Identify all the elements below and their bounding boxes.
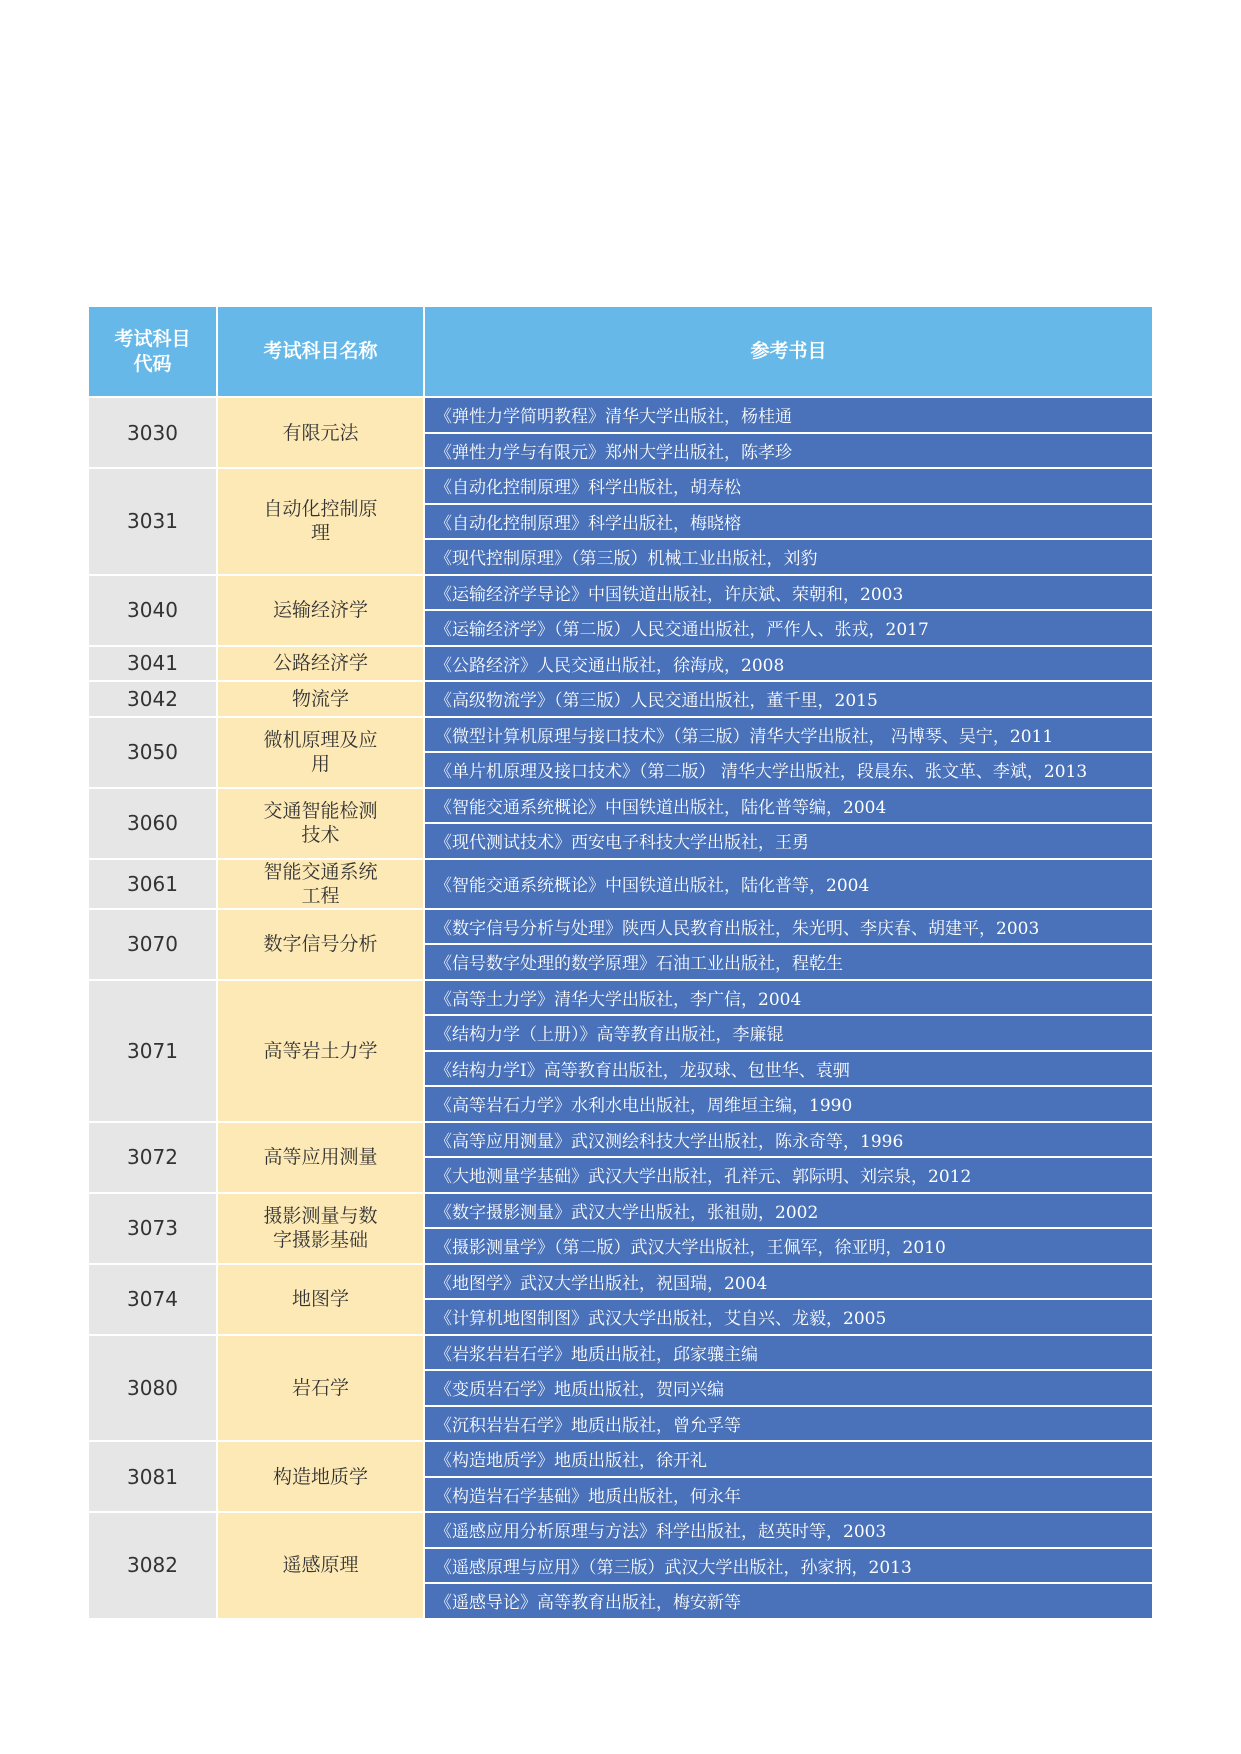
- table-row: [89, 908, 1152, 944]
- subject-name-text: 地图学: [291, 1288, 349, 1310]
- table-row: [89, 1121, 1152, 1157]
- subject-code: 3061: [89, 858, 218, 908]
- reference-book: 《高级物流学》（第三版）人民交通出版社，董千里，2015: [425, 680, 1152, 716]
- table-header-row: [89, 307, 1152, 396]
- header-subject-name: 考试科目名称: [218, 307, 425, 396]
- table-body: [89, 396, 1152, 1618]
- subject-name: [218, 680, 425, 716]
- subject-name-text: 摄影测量与数字摄影基础: [263, 1205, 378, 1251]
- subject-code: 3030: [89, 396, 218, 467]
- subject-name: [218, 467, 425, 574]
- subject-name-text: 遥感原理: [282, 1554, 359, 1577]
- reference-book: 《自动化控制原理》科学出版社，梅晓榕: [425, 503, 1152, 539]
- subject-name: [218, 396, 425, 467]
- table-row: [89, 979, 1152, 1015]
- header-subject-code: 考试科目代码: [89, 307, 218, 396]
- subject-code: 3050: [89, 716, 218, 787]
- reference-book: 《高等应用测量》武汉测绘科技大学出版社，陈永奇等，1996: [425, 1121, 1152, 1157]
- table-row: [89, 1440, 1152, 1476]
- subject-code: 3070: [89, 908, 218, 979]
- reference-book: 《遥感原理与应用》（第三版）武汉大学出版社，孙家抦，2013: [425, 1547, 1152, 1583]
- subject-code: 3031: [89, 467, 218, 574]
- reference-book: 《遥感导论》高等教育出版社，梅安新等: [425, 1582, 1152, 1618]
- reference-book: 《大地测量学基础》武汉大学出版社，孔祥元、郭际明、刘宗泉，2012: [425, 1156, 1152, 1192]
- subject-name: [218, 716, 425, 787]
- reference-book: 《计算机地图制图》武汉大学出版社，艾自兴、龙毅，2005: [425, 1298, 1152, 1334]
- reference-book: 《智能交通系统概论》中国铁道出版社，陆化普等，2004: [425, 858, 1152, 908]
- reference-book: 《弹性力学简明教程》清华大学出版社，杨桂通: [425, 396, 1152, 432]
- reference-book: 《岩浆岩岩石学》地质出版社，邱家骧主编: [425, 1334, 1152, 1370]
- reference-book: 《智能交通系统概论》中国铁道出版社，陆化普等编，2004: [425, 787, 1152, 823]
- subject-code: 3040: [89, 574, 218, 645]
- subject-name: [218, 574, 425, 645]
- table-row: [89, 1511, 1152, 1547]
- reference-book: 《变质岩石学》地质出版社，贺同兴编: [425, 1369, 1152, 1405]
- reference-book: 《地图学》武汉大学出版社，祝国瑞，2004: [425, 1263, 1152, 1299]
- table-row: [89, 716, 1152, 752]
- subject-name-text: 自动化控制原理: [263, 498, 378, 545]
- subject-name-text: 高等应用测量: [263, 1146, 378, 1168]
- reference-book: 《构造岩石学基础》地质出版社，何永年: [425, 1476, 1152, 1512]
- subject-name-text: 交通智能检测技术: [263, 800, 378, 846]
- subject-name: [218, 1440, 425, 1511]
- reference-book: 《现代测试技术》西安电子科技大学出版社，王勇: [425, 822, 1152, 858]
- table-row: [89, 645, 1152, 681]
- subject-code: 3080: [89, 1334, 218, 1441]
- reference-book-table: [89, 307, 1152, 1618]
- reference-book: 《构造地质学》地质出版社，徐开礼: [425, 1440, 1152, 1476]
- reference-book: 《自动化控制原理》科学出版社，胡寿松: [425, 467, 1152, 503]
- reference-book: 《结构力学Ⅰ》高等教育出版社，龙驭球、包世华、袁驷: [425, 1050, 1152, 1086]
- subject-name: [218, 645, 425, 681]
- subject-name-text: 物流学: [291, 687, 349, 710]
- reference-book: 《高等土力学》清华大学出版社，李广信，2004: [425, 979, 1152, 1015]
- subject-code: 3082: [89, 1511, 218, 1618]
- subject-name-text: 数字信号分析: [263, 933, 378, 955]
- subject-code: 3081: [89, 1440, 218, 1511]
- reference-book: 《遥感应用分析原理与方法》科学出版社，赵英时等，2003: [425, 1511, 1152, 1547]
- subject-name: [218, 1334, 425, 1441]
- subject-code: 3073: [89, 1192, 218, 1263]
- subject-name-text: 有限元法: [282, 421, 359, 444]
- subject-name: [218, 858, 425, 908]
- subject-name: [218, 979, 425, 1121]
- subject-name-text: 公路经济学: [272, 652, 368, 675]
- reference-book: 《公路经济》人民交通出版社，徐海成，2008: [425, 645, 1152, 681]
- table-row: [89, 1263, 1152, 1299]
- reference-book: 《现代控制原理》（第三版）机械工业出版社，刘豹: [425, 538, 1152, 574]
- reference-book: 《微型计算机原理与接口技术》（第三版）清华大学出版社， 冯博琴、吴宁，2011: [425, 716, 1152, 752]
- subject-name-text: 高等岩土力学: [263, 1039, 378, 1062]
- reference-book: 《结构力学（上册）》高等教育出版社，李廉锟: [425, 1014, 1152, 1050]
- header-reference-books: 参考书目: [425, 307, 1152, 396]
- reference-book: 《数字摄影测量》武汉大学出版社，张祖勋，2002: [425, 1192, 1152, 1228]
- reference-book: 《数字信号分析与处理》陕西人民教育出版社，朱光明、李庆春、胡建平，2003: [425, 908, 1152, 944]
- subject-name-text: 运输经济学: [272, 599, 368, 621]
- subject-code: 3071: [89, 979, 218, 1121]
- subject-name-text: 智能交通系统工程: [263, 860, 378, 907]
- subject-name: [218, 787, 425, 858]
- reference-book: 《信号数字处理的数学原理》石油工业出版社，程乾生: [425, 943, 1152, 979]
- reference-book: 《摄影测量学》（第二版）武汉大学出版社，王佩军，徐亚明，2010: [425, 1227, 1152, 1263]
- subject-name-text: 岩石学: [291, 1376, 349, 1399]
- table-row: [89, 396, 1152, 432]
- subject-name: [218, 908, 425, 979]
- subject-name: [218, 1121, 425, 1192]
- reference-book: 《运输经济学》（第二版）人民交通出版社，严作人、张戎，2017: [425, 609, 1152, 645]
- table-row: [89, 1334, 1152, 1370]
- table-row: [89, 467, 1152, 503]
- subject-code: 3074: [89, 1263, 218, 1334]
- reference-book: 《沉积岩岩石学》地质出版社，曾允孚等: [425, 1405, 1152, 1441]
- reference-book: 《运输经济学导论》中国铁道出版社，许庆斌、荣朝和，2003: [425, 574, 1152, 610]
- table-row: [89, 574, 1152, 610]
- reference-book: 《单片机原理及接口技术》（第二版） 清华大学出版社，段晨东、张文革、李斌，2013: [425, 751, 1152, 787]
- subject-name-text: 构造地质学: [272, 1465, 368, 1488]
- subject-code: 3041: [89, 645, 218, 681]
- subject-name-text: 微机原理及应用: [263, 729, 378, 775]
- reference-book: 《弹性力学与有限元》郑州大学出版社，陈孝珍: [425, 432, 1152, 468]
- table-row: [89, 787, 1152, 823]
- subject-code: 3060: [89, 787, 218, 858]
- subject-code: 3042: [89, 680, 218, 716]
- subject-name: [218, 1192, 425, 1263]
- subject-name: [218, 1511, 425, 1618]
- reference-book: 《高等岩石力学》水利水电出版社，周维垣主编，1990: [425, 1085, 1152, 1121]
- subject-code: 3072: [89, 1121, 218, 1192]
- table-row: [89, 680, 1152, 716]
- table-row: [89, 858, 1152, 908]
- table-row: [89, 1192, 1152, 1228]
- subject-name: [218, 1263, 425, 1334]
